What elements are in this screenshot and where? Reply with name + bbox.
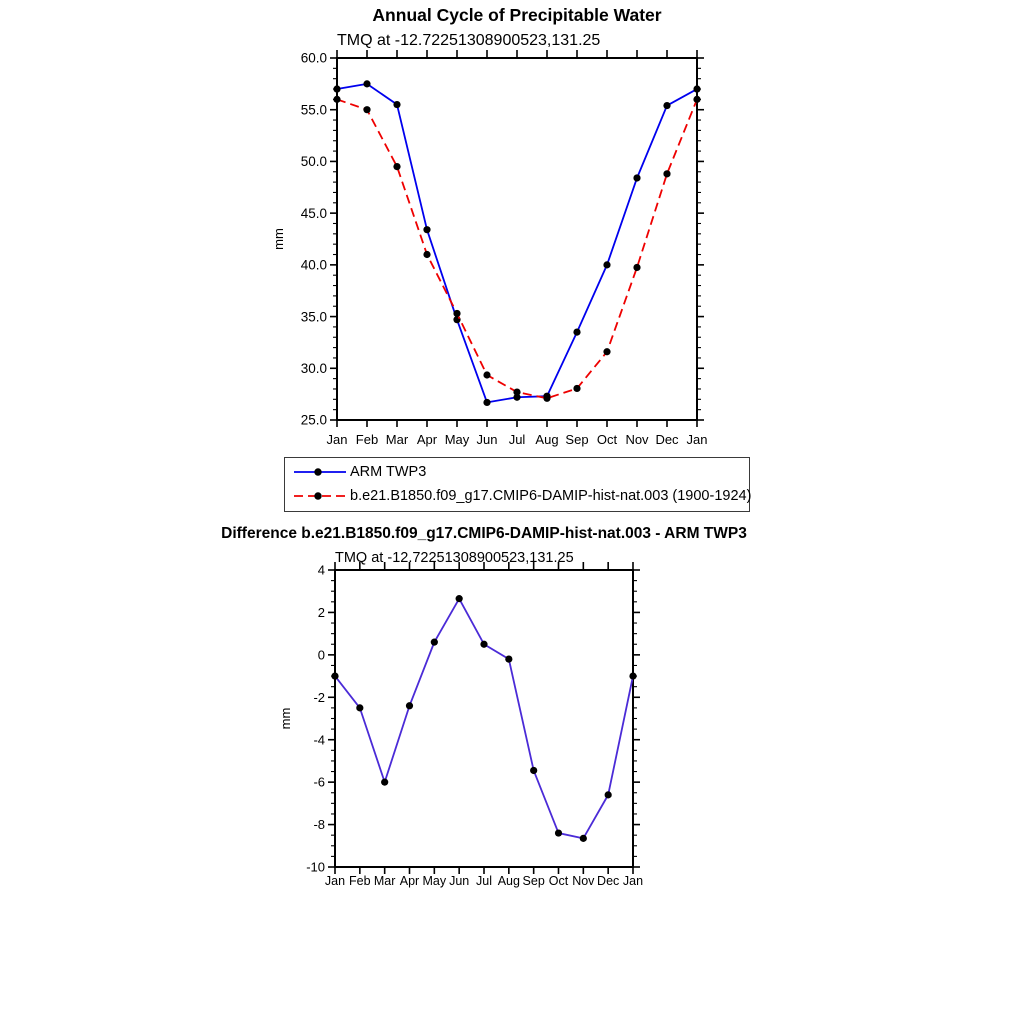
bottom-chart-subtitle: TMQ at -12.72251308900523,131.25 <box>335 550 574 566</box>
data-point-marker <box>633 264 640 271</box>
month-label: Feb <box>355 432 379 447</box>
data-point-marker <box>406 702 413 709</box>
data-point-marker <box>633 174 640 181</box>
month-label: Nov <box>572 874 595 888</box>
y-tick-label: 55.0 <box>300 102 327 118</box>
data-point-marker <box>693 96 700 103</box>
data-point-marker <box>356 704 363 711</box>
legend-label-arm-twp3: ARM TWP3 <box>350 464 427 480</box>
data-point-marker <box>453 310 460 317</box>
data-point-marker <box>530 767 537 774</box>
data-point-marker <box>573 385 580 392</box>
y-tick-label: -4 <box>313 732 325 748</box>
top-chart-subtitle: TMQ at -12.72251308900523,131.25 <box>337 32 601 49</box>
month-label: May <box>422 874 447 888</box>
legend-item-model <box>292 484 752 508</box>
month-label: Dec <box>655 432 679 447</box>
y-tick-label: -10 <box>306 859 325 875</box>
month-label: Apr <box>416 432 438 447</box>
data-point-marker <box>393 101 400 108</box>
y-tick-label: 0 <box>317 647 325 663</box>
data-point-marker <box>393 163 400 170</box>
bottom-plot-area <box>278 562 643 888</box>
y-axis-title: mm <box>278 707 293 730</box>
y-tick-label: 25.0 <box>300 412 327 428</box>
data-point-marker <box>555 829 562 836</box>
month-label: Apr <box>399 874 420 888</box>
data-point-marker <box>363 106 370 113</box>
data-point-marker <box>629 672 636 679</box>
month-label: Aug <box>497 874 520 888</box>
month-label: Jul <box>508 432 526 447</box>
top-chart-title: Annual Cycle of Precipitable Water <box>372 5 662 25</box>
y-tick-label: -8 <box>313 817 325 833</box>
legend <box>284 457 750 512</box>
data-point-marker <box>456 595 463 602</box>
legend-marker-dot-icon <box>314 492 321 499</box>
month-label: Feb <box>349 874 371 888</box>
month-label: Sep <box>565 432 589 447</box>
y-tick-label: 45.0 <box>300 205 327 221</box>
data-point-marker <box>431 639 438 646</box>
data-point-marker <box>543 395 550 402</box>
y-tick-label: -6 <box>313 774 325 790</box>
month-label: Dec <box>597 874 620 888</box>
month-label: Sep <box>522 874 545 888</box>
y-axis-title: mm <box>271 228 286 250</box>
legend-line-sample-solid <box>292 466 348 478</box>
data-point-marker <box>605 791 612 798</box>
data-point-marker <box>333 96 340 103</box>
series-line-arm-twp3 <box>337 84 697 403</box>
series-line-b-e21-b1850-f09-g17-cmip6-dami <box>337 99 697 398</box>
month-label: Mar <box>373 874 396 888</box>
bottom-chart-title: Difference b.e21.B1850.f09_g17.CMIP6-DAMIP-hist-nat.003 - ARM TWP3 <box>221 525 747 542</box>
data-point-marker <box>513 388 520 395</box>
data-point-marker <box>381 779 388 786</box>
legend-label-model: b.e21.B1850.f09_g17.CMIP6-DAMIP-hist-nat.003 (1900-1924) <box>350 488 752 504</box>
legend-line-sample-dashed <box>292 490 348 502</box>
y-tick-label: -2 <box>313 689 325 705</box>
plot-frame <box>337 58 697 420</box>
month-label: May <box>444 432 470 447</box>
y-tick-label: 2 <box>317 604 325 620</box>
data-point-marker <box>480 641 487 648</box>
data-point-marker <box>483 399 490 406</box>
month-label: Oct <box>548 874 569 888</box>
data-point-marker <box>663 170 670 177</box>
y-tick-label: 30.0 <box>300 361 327 377</box>
data-point-marker <box>483 371 490 378</box>
annual-cycle-chart <box>0 0 1024 450</box>
data-point-marker <box>663 102 670 109</box>
month-label: Jan <box>686 432 708 447</box>
legend-marker-dot-icon <box>314 468 321 475</box>
data-point-marker <box>423 226 430 233</box>
data-point-marker <box>363 80 370 87</box>
month-label: Mar <box>385 432 409 447</box>
series-line-difference <box>335 599 633 839</box>
month-label: Nov <box>625 432 649 447</box>
month-label: Aug <box>535 432 559 447</box>
data-point-marker <box>331 672 338 679</box>
y-tick-label: 35.0 <box>300 309 327 325</box>
data-point-marker <box>573 328 580 335</box>
month-label: Jun <box>449 874 470 888</box>
y-tick-label: 50.0 <box>300 154 327 170</box>
data-point-marker <box>603 348 610 355</box>
month-label: Jul <box>476 874 492 888</box>
top-plot-area <box>271 50 707 447</box>
month-label: Jun <box>476 432 498 447</box>
data-point-marker <box>505 656 512 663</box>
data-point-marker <box>580 835 587 842</box>
month-label: Oct <box>596 432 618 447</box>
y-tick-label: 40.0 <box>300 257 327 273</box>
plot-frame <box>335 570 633 867</box>
data-point-marker <box>603 261 610 268</box>
difference-chart <box>0 520 1024 920</box>
data-point-marker <box>423 251 430 258</box>
month-label: Jan <box>326 432 348 447</box>
y-tick-label: 4 <box>317 562 325 578</box>
data-point-marker <box>693 85 700 92</box>
month-label: Jan <box>622 874 644 888</box>
legend-item-arm-twp3 <box>292 460 745 484</box>
month-label: Jan <box>324 874 346 888</box>
data-point-marker <box>333 85 340 92</box>
y-tick-label: 60.0 <box>300 50 327 66</box>
